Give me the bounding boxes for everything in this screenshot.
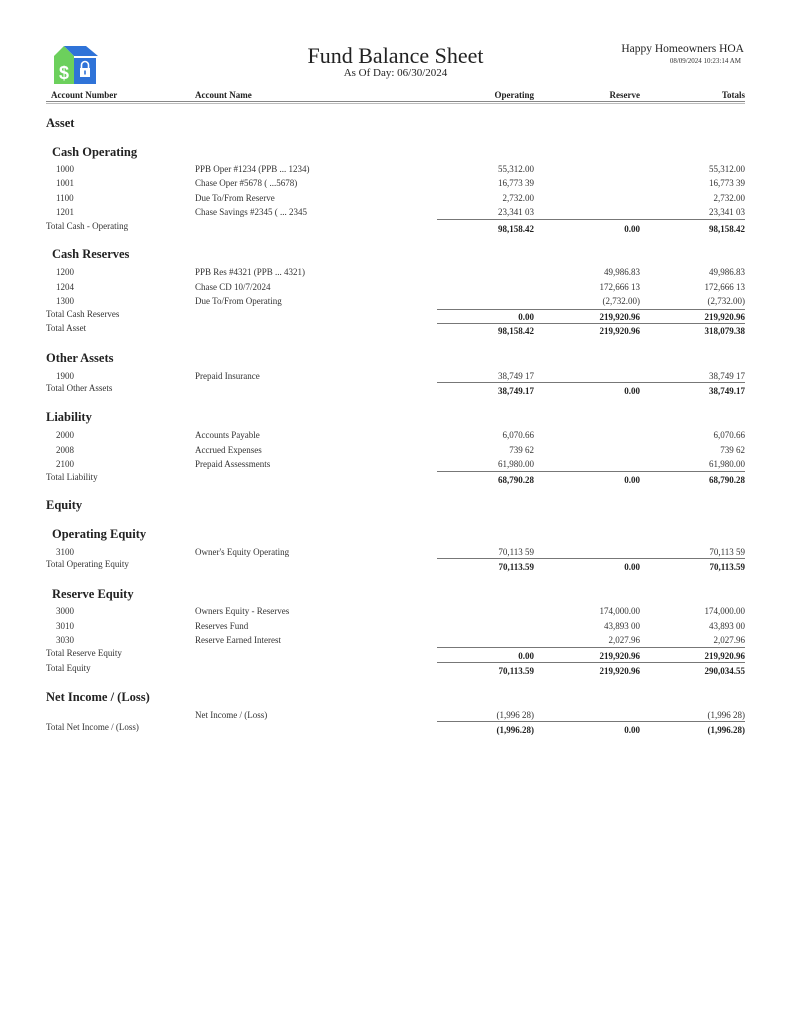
subtotal-rule bbox=[437, 309, 745, 310]
total-reserve-amount: 0.00 bbox=[624, 725, 640, 735]
reserve-amount: 2,027.96 bbox=[608, 635, 640, 645]
total-amount: 55,312.00 bbox=[709, 164, 745, 174]
column-header-totals: Totals bbox=[721, 90, 745, 100]
account-name: PPB Oper #1234 (PPB ... 1234) bbox=[195, 164, 310, 174]
total-reserve-amount: 219,920.96 bbox=[599, 326, 640, 336]
account-number: 3010 bbox=[56, 621, 74, 631]
total-amount: 16,773 39 bbox=[709, 178, 745, 188]
svg-text:$: $ bbox=[58, 63, 70, 83]
account-name: Prepaid Assessments bbox=[195, 459, 271, 469]
account-name: Net Income / (Loss) bbox=[195, 710, 268, 720]
total-operating-amount: 68,790.28 bbox=[498, 475, 534, 485]
account-name: Chase Oper #5678 ( ...5678) bbox=[195, 178, 298, 188]
total-totals-amount: 98,158.42 bbox=[709, 224, 745, 234]
total-net-income-label: Total Net Income / (Loss) bbox=[46, 722, 139, 732]
total-reserve-amount: 0.00 bbox=[624, 475, 640, 485]
account-number: 1200 bbox=[56, 267, 74, 277]
account-number: 3000 bbox=[56, 606, 74, 616]
operating-amount: 16,773 39 bbox=[498, 178, 534, 188]
total-totals-amount: 70,113.59 bbox=[709, 562, 745, 572]
column-header-reserve: Reserve bbox=[609, 90, 640, 100]
account-number: 2100 bbox=[56, 459, 74, 469]
column-header-account-name: Account Name bbox=[195, 90, 252, 100]
subtotal-rule bbox=[437, 721, 745, 722]
reserve-amount: 172,666 13 bbox=[599, 282, 640, 292]
total-amount: 49,986.83 bbox=[709, 267, 745, 277]
operating-amount: (1,996 28) bbox=[496, 710, 534, 720]
account-number: 1300 bbox=[56, 296, 74, 306]
total-totals-amount: 318,079.38 bbox=[704, 326, 745, 336]
total-totals-amount: 219,920.96 bbox=[704, 312, 745, 322]
total-totals-amount: 219,920.96 bbox=[704, 651, 745, 661]
total-amount: 2,027.96 bbox=[713, 635, 745, 645]
section-title-liability: Liability bbox=[46, 410, 92, 424]
total-operating-amount: 98,158.42 bbox=[498, 224, 534, 234]
operating-amount: 55,312.00 bbox=[498, 164, 534, 174]
account-name: Due To/From Operating bbox=[195, 296, 282, 306]
total-amount: 739 62 bbox=[720, 445, 745, 455]
total-operating-amount: 98,158.42 bbox=[498, 326, 534, 336]
total-amount: 70,113 59 bbox=[709, 547, 745, 557]
operating-amount: 739 62 bbox=[509, 445, 534, 455]
account-name: Reserve Earned Interest bbox=[195, 635, 281, 645]
operating-amount: 2,732.00 bbox=[502, 193, 534, 203]
total-amount: 38,749 17 bbox=[709, 371, 745, 381]
account-number: 1900 bbox=[56, 371, 74, 381]
total-operating-amount: (1,996.28) bbox=[496, 725, 534, 735]
account-number: 1000 bbox=[56, 164, 74, 174]
total-amount: 174,000.00 bbox=[704, 606, 745, 616]
total-amount: 172,666 13 bbox=[704, 282, 745, 292]
report-as-of-date: As Of Day: 06/30/2024 bbox=[343, 67, 448, 79]
subtotal-rule bbox=[437, 219, 745, 220]
reserve-amount: (2,732.00) bbox=[602, 296, 640, 306]
subtotal-rule bbox=[437, 323, 745, 324]
section-title-asset: Asset bbox=[46, 116, 75, 130]
subtotal-rule bbox=[437, 382, 745, 383]
operating-amount: 38,749 17 bbox=[498, 371, 534, 381]
reserve-amount: 49,986.83 bbox=[604, 267, 640, 277]
total-amount: 6,070.66 bbox=[713, 430, 745, 440]
account-number: 2008 bbox=[56, 445, 74, 455]
account-number: 1204 bbox=[56, 282, 74, 292]
account-number: 3030 bbox=[56, 635, 74, 645]
account-number: 1201 bbox=[56, 207, 74, 217]
subsection-title-cash-reserves: Cash Reserves bbox=[52, 247, 130, 261]
account-name: Accounts Payable bbox=[195, 430, 260, 440]
total-liability-label: Total Liability bbox=[46, 472, 98, 482]
total-reserve-amount: 219,920.96 bbox=[599, 666, 640, 676]
subsection-title-operating-equity: Operating Equity bbox=[52, 527, 147, 541]
operating-amount: 23,341 03 bbox=[498, 207, 534, 217]
reserve-amount: 43,893 00 bbox=[604, 621, 640, 631]
operating-amount: 6,070.66 bbox=[502, 430, 534, 440]
account-name: Chase CD 10/7/2024 bbox=[195, 282, 271, 292]
account-name: Reserves Fund bbox=[195, 621, 249, 631]
total-totals-amount: 38,749.17 bbox=[709, 386, 745, 396]
report-title: Fund Balance Sheet bbox=[307, 43, 484, 68]
total-totals-amount: 290,034.55 bbox=[704, 666, 745, 676]
total-other-assets-label: Total Other Assets bbox=[46, 383, 113, 393]
account-number: 1001 bbox=[56, 178, 74, 188]
total-amount: 43,893 00 bbox=[709, 621, 745, 631]
total-cash-operating-label: Total Cash - Operating bbox=[46, 221, 129, 231]
total-totals-amount: (1,996.28) bbox=[707, 725, 745, 735]
account-name: Accrued Expenses bbox=[195, 445, 262, 455]
subtotal-rule bbox=[437, 647, 745, 648]
total-reserve-amount: 0.00 bbox=[624, 224, 640, 234]
column-header-account-number: Account Number bbox=[51, 90, 118, 100]
account-name: Owner's Equity Operating bbox=[195, 547, 290, 557]
account-name: Prepaid Insurance bbox=[195, 371, 260, 381]
total-operating-equity-label: Total Operating Equity bbox=[46, 559, 129, 569]
section-title-other-assets: Other Assets bbox=[46, 351, 114, 365]
header-divider bbox=[46, 101, 745, 104]
account-name: Owners Equity - Reserves bbox=[195, 606, 290, 616]
total-reserve-amount: 219,920.96 bbox=[599, 312, 640, 322]
account-name: PPB Res #4321 (PPB ... 4321) bbox=[195, 267, 306, 277]
account-number: 1100 bbox=[56, 193, 74, 203]
total-equity-label: Total Equity bbox=[46, 663, 91, 673]
subtotal-rule bbox=[437, 558, 745, 559]
total-amount: (1,996 28) bbox=[707, 710, 745, 720]
subtotal-rule bbox=[437, 662, 745, 663]
total-reserve-amount: 0.00 bbox=[624, 386, 640, 396]
total-amount: 61,980.00 bbox=[709, 459, 745, 469]
subsection-title-reserve-equity: Reserve Equity bbox=[52, 587, 134, 601]
total-operating-amount: 0.00 bbox=[518, 651, 534, 661]
operating-amount: 61,980.00 bbox=[498, 459, 534, 469]
account-name: Chase Savings #2345 ( ... 2345 bbox=[195, 207, 307, 217]
subtotal-rule bbox=[437, 471, 745, 472]
operating-amount: 70,113 59 bbox=[498, 547, 534, 557]
account-number: 2000 bbox=[56, 430, 74, 440]
column-header-operating: Operating bbox=[494, 90, 534, 100]
total-amount: 23,341 03 bbox=[709, 207, 745, 217]
total-operating-amount: 70,113.59 bbox=[498, 562, 534, 572]
section-title-equity: Equity bbox=[46, 498, 83, 512]
organization-name: Happy Homeowners HOA bbox=[621, 43, 744, 55]
total-operating-amount: 0.00 bbox=[518, 312, 534, 322]
reserve-amount: 174,000.00 bbox=[599, 606, 640, 616]
subsection-title-cash-operating: Cash Operating bbox=[52, 145, 138, 159]
total-reserve-amount: 219,920.96 bbox=[599, 651, 640, 661]
total-amount: (2,732.00) bbox=[707, 296, 745, 306]
total-totals-amount: 68,790.28 bbox=[709, 475, 745, 485]
total-operating-amount: 70,113.59 bbox=[498, 666, 534, 676]
total-amount: 2,732.00 bbox=[713, 193, 745, 203]
total-asset-label: Total Asset bbox=[46, 323, 87, 333]
total-reserve-equity-label: Total Reserve Equity bbox=[46, 648, 122, 658]
account-number: 3100 bbox=[56, 547, 74, 557]
total-operating-amount: 38,749.17 bbox=[498, 386, 534, 396]
total-reserve-amount: 0.00 bbox=[624, 562, 640, 572]
account-name: Due To/From Reserve bbox=[195, 193, 275, 203]
total-cash-reserves-label: Total Cash Reserves bbox=[46, 309, 120, 319]
printed-timestamp: 08/09/2024 10:23:14 AM bbox=[669, 57, 741, 65]
section-title-net-income: Net Income / (Loss) bbox=[46, 690, 150, 704]
